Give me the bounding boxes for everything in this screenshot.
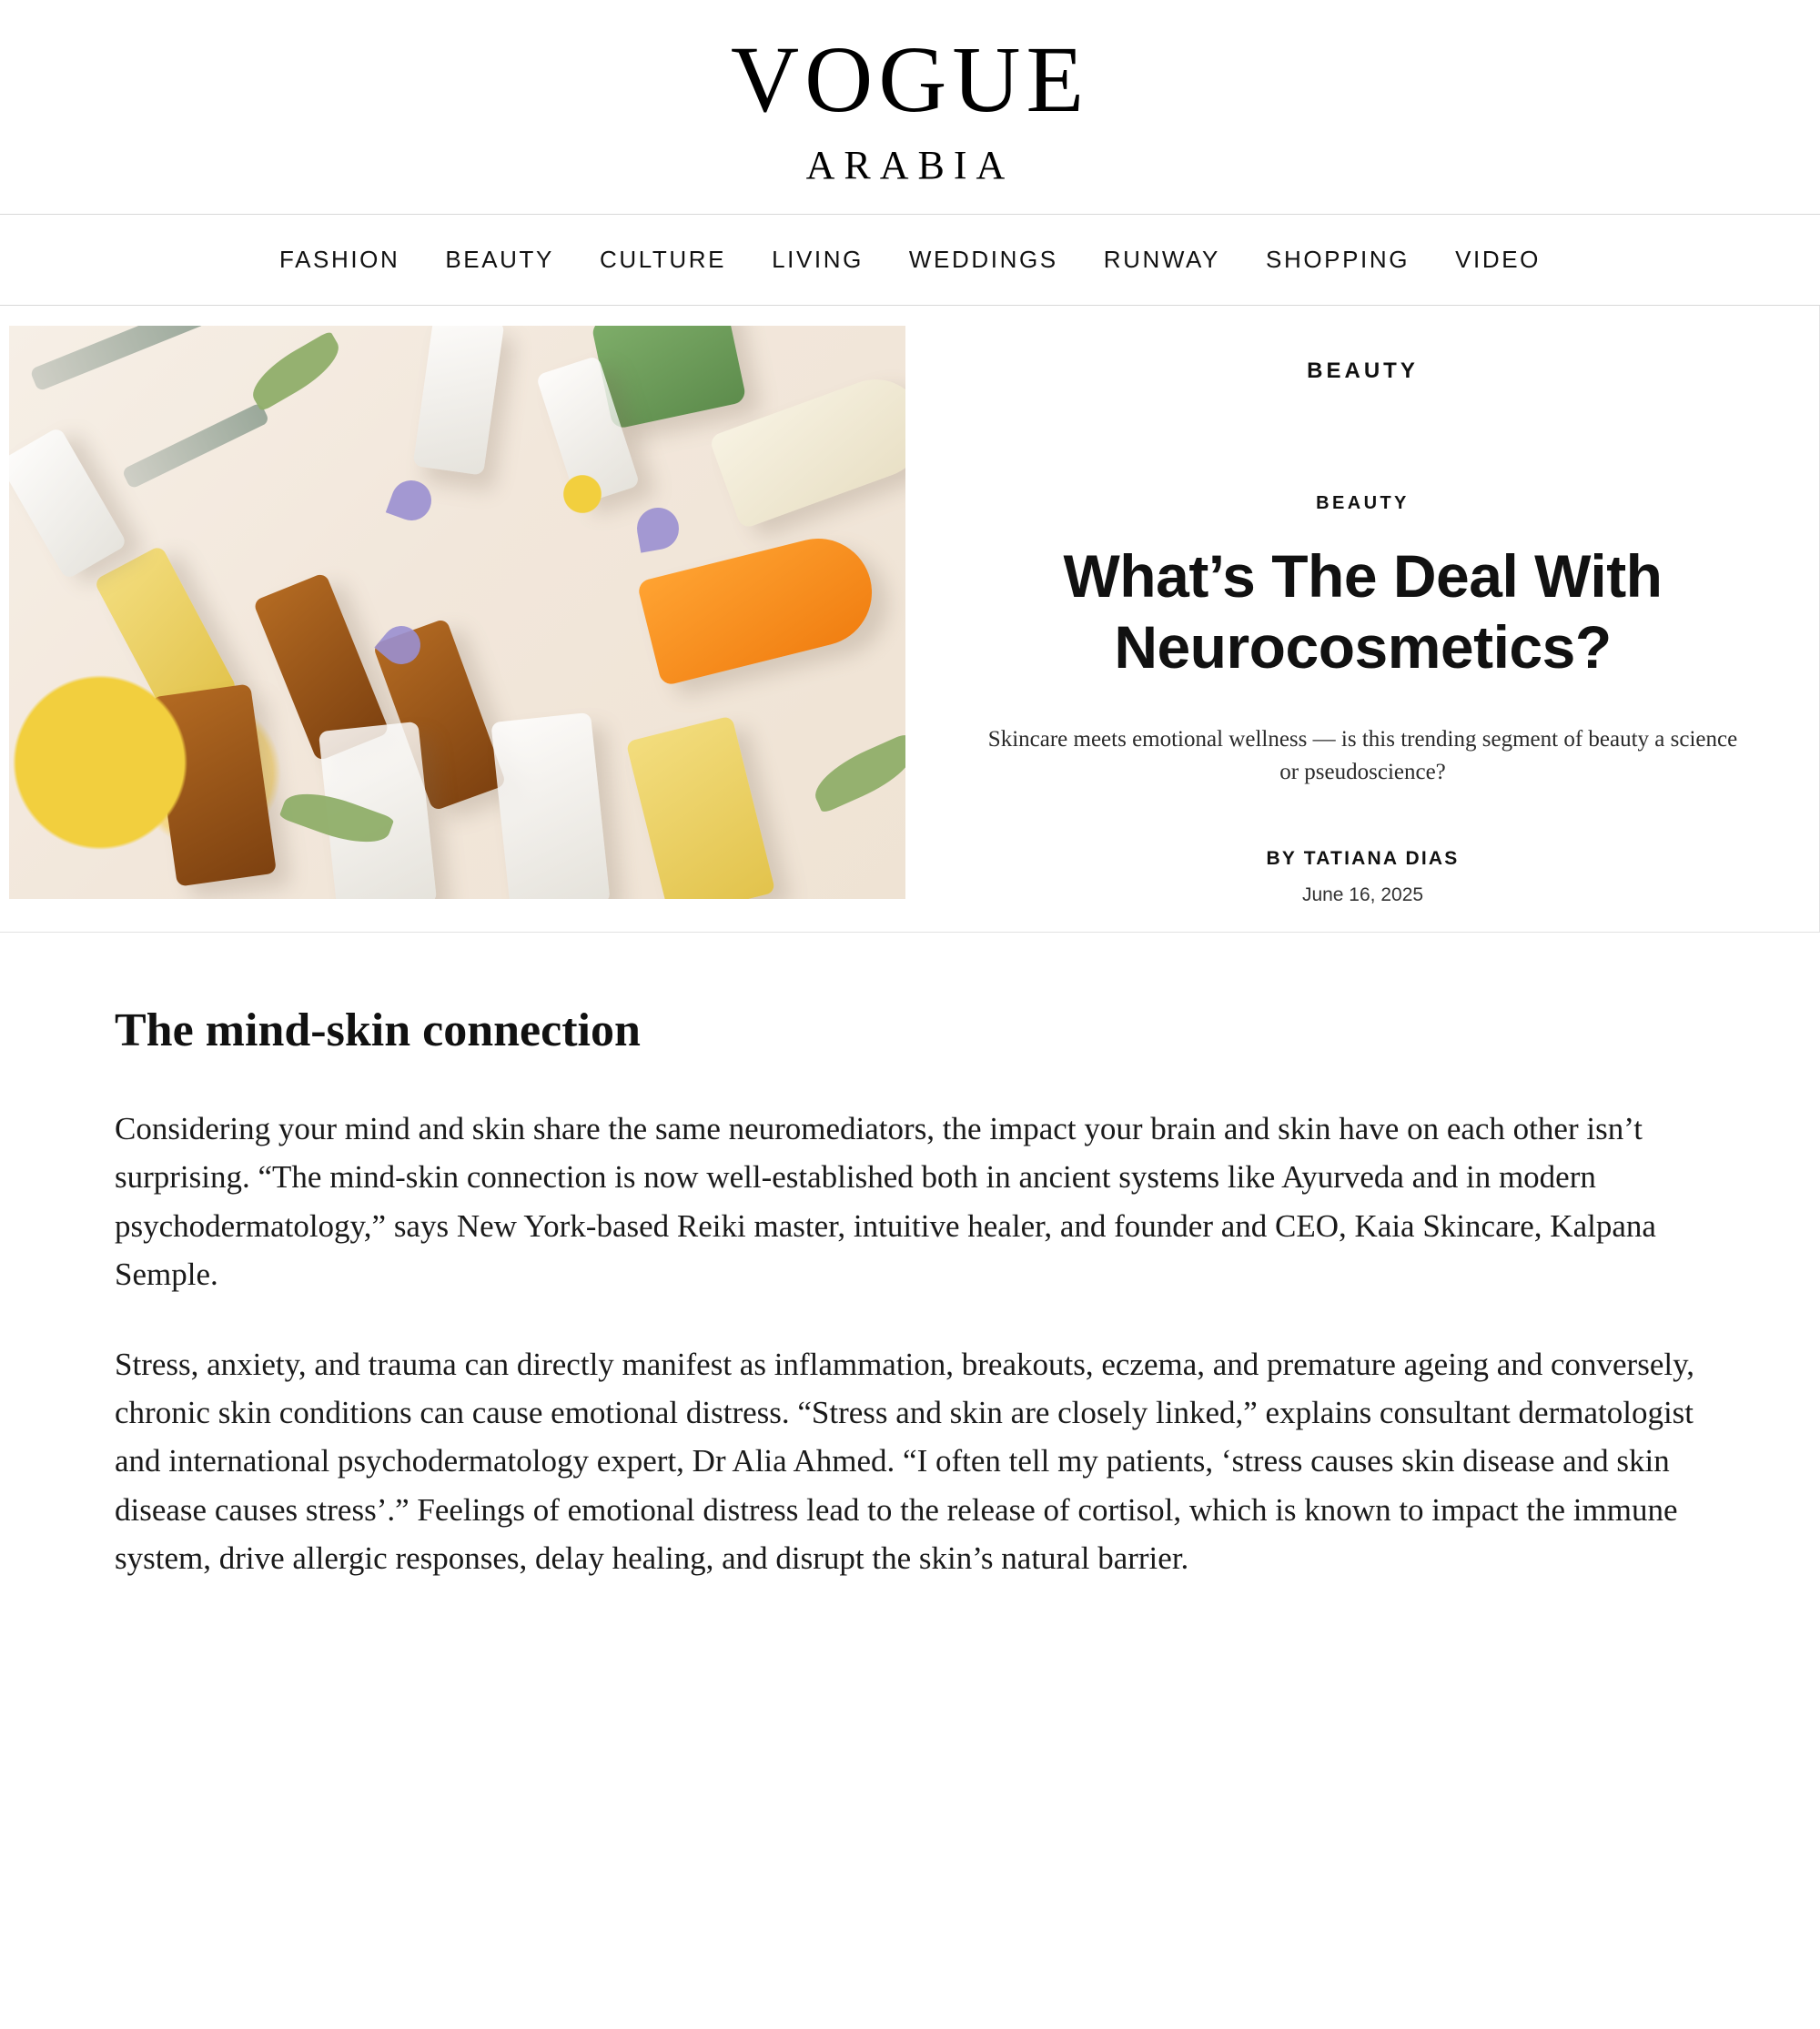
nav-item-runway[interactable]: RUNWAY bbox=[1103, 246, 1220, 273]
nav-item-beauty[interactable]: BEAUTY bbox=[445, 246, 554, 273]
pump-bottle-object bbox=[490, 712, 610, 899]
nav-item-living[interactable]: LIVING bbox=[772, 246, 864, 273]
category-label[interactable]: BEAUTY bbox=[1316, 493, 1410, 513]
page-title: What’s The Deal With Neurocosmetics? bbox=[1063, 542, 1663, 681]
article-dek: Skincare meets emotional wellness — is this trending segment of beauty a science or pseudoscience? bbox=[987, 726, 1738, 784]
article-hero bbox=[0, 306, 1820, 933]
category-label-top[interactable]: BEAUTY bbox=[1307, 358, 1419, 383]
mimosa-flowers-object bbox=[9, 626, 209, 899]
nav-item-video[interactable]: VIDEO bbox=[1455, 246, 1541, 273]
hero-text-column bbox=[905, 306, 1820, 932]
nav-item-fashion[interactable]: FASHION bbox=[279, 246, 400, 273]
vogue-arabia-logo-sub: ARABIA bbox=[805, 143, 1015, 187]
section-heading: The mind-skin connection bbox=[115, 1004, 641, 1057]
nav-item-culture[interactable]: CULTURE bbox=[600, 246, 727, 273]
nav-item-weddings[interactable]: WEDDINGS bbox=[908, 246, 1058, 273]
vogue-logo[interactable]: VOGUE bbox=[731, 27, 1089, 132]
article-paragraph: Stress, anxiety, and trauma can directly manifest as inflammation, breakouts, eczema, and premature ageing and conversely, chronic skin conditions can cause emotional distress. “Stress and skin are closely linked,” explains consultant dermatologist and international psychodermatology expert, Dr Alia Ahmed. “I often tell my patients, ‘stress causes skin disease and skin disease causes stress’.” Feelings of emotional distress lead to the release of cortisol, which is known to impact the immune system, drive allergic responses, delay healing, and disrupt the skin’s natural barrier. bbox=[115, 1347, 1695, 1576]
primary-navigation bbox=[0, 215, 1820, 306]
site-masthead bbox=[0, 0, 1820, 215]
article-paragraph: Considering your mind and skin share the same neuromediators, the impact your brain and skin have on each other isn’t surprising. “The mind-skin connection is now well-established both in ancient systems like Ayurveda and in modern psychodermatology,” says New York-based Reiki master, intuitive healer, and founder and CEO, Kaia Skincare, Kalpana Semple. bbox=[115, 1111, 1656, 1292]
hero-image-container bbox=[0, 306, 905, 932]
byline[interactable]: BY TATIANA DIAS bbox=[1266, 848, 1460, 870]
hero-image[interactable] bbox=[9, 326, 905, 899]
article-body bbox=[0, 933, 1820, 1679]
publish-date: June 16, 2025 bbox=[1301, 884, 1424, 906]
mimosa-flower-single bbox=[555, 467, 610, 521]
nav-item-shopping[interactable]: SHOPPING bbox=[1266, 246, 1410, 273]
